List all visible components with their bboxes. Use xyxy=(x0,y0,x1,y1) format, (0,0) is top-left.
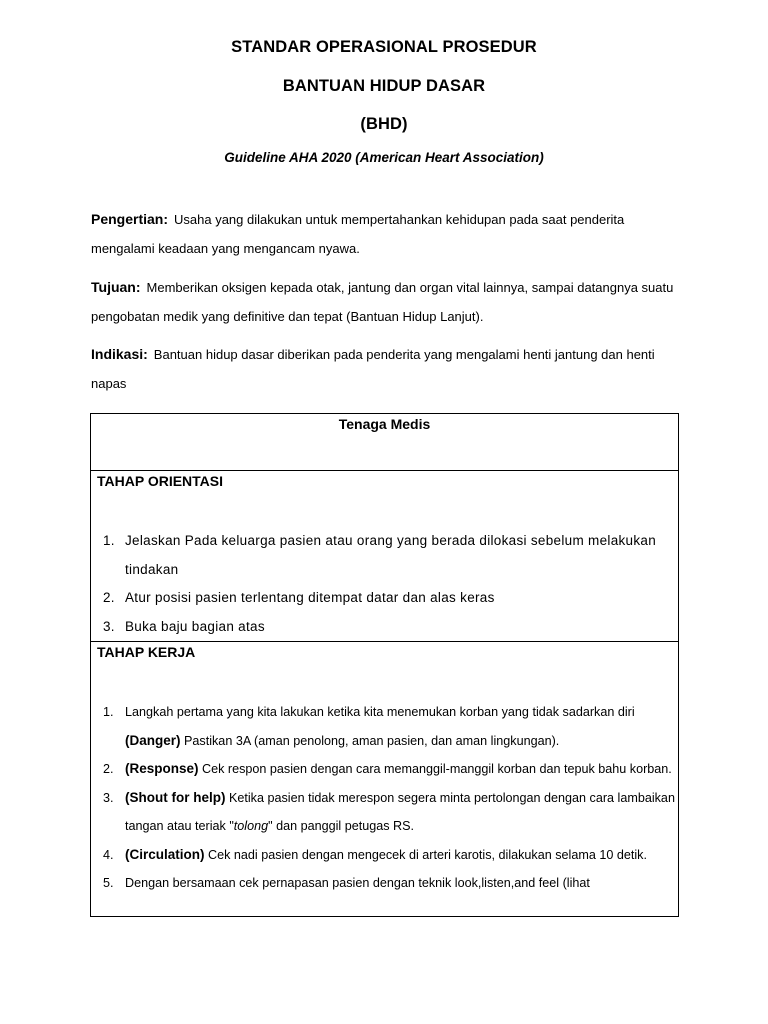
table-header-label: Tenaga Medis xyxy=(338,416,431,432)
sop-table xyxy=(90,413,679,917)
doc-title-line-2: BANTUAN HIDUP DASAR xyxy=(282,77,486,95)
list-text: Dengan bersamaan cek pernapasan pasien dengan teknik look,listen,and feel (lihat xyxy=(125,876,590,890)
list-text: Jelaskan Pada keluarga pasien atau orang yang berada dilokasi sebelum melakukan tindakan xyxy=(125,533,657,577)
indikasi-text: Bantuan hidup dasar diberikan pada penderita yang mengalami henti jantung dan henti napas xyxy=(91,347,655,391)
pengertian-paragraph xyxy=(91,205,681,263)
orientasi-list xyxy=(91,527,678,641)
list-bold-term: (Danger) xyxy=(125,732,181,748)
tujuan-text: Memberikan oksigen kepada otak, jantung dan organ vital lainnya, sampai datangnya suatu pengobatan medik yang definitive dan tepat (Bantuan Hidup Lanjut). xyxy=(91,280,674,324)
doc-subtitle: Guideline AHA 2020 (American Heart Association) xyxy=(224,150,544,165)
list-text-continued: " dan panggil petugas RS. xyxy=(268,819,415,833)
list-number: 5. xyxy=(103,876,114,890)
list-item xyxy=(91,613,678,642)
list-text: Langkah pertama yang kita lakukan ketika kita menemukan korban yang tidak sadarkan diri xyxy=(125,705,635,719)
list-italic-term: tolong xyxy=(233,819,269,833)
list-text-continued: Pastikan 3A (aman penolong, aman pasien, dan aman lingkungan). xyxy=(184,733,560,748)
list-item xyxy=(91,698,678,755)
tujuan-label: Tujuan: xyxy=(91,279,141,295)
indikasi-label: Indikasi: xyxy=(91,346,148,362)
list-number: 1. xyxy=(103,533,115,548)
doc-title-line-3: (BHD) xyxy=(360,115,408,133)
list-item xyxy=(91,527,678,584)
list-number: 3. xyxy=(103,618,115,634)
kerja-title: TAHAP KERJA xyxy=(97,644,196,660)
pengertian-text: Usaha yang dilakukan untuk mempertahankan kehidupan pada saat penderita mengalami keadaan yang mengancam nyawa. xyxy=(91,212,625,256)
list-number: 2. xyxy=(103,590,115,605)
kerja-section xyxy=(91,642,679,917)
table-header-cell xyxy=(91,414,679,471)
list-item xyxy=(91,841,678,870)
list-item xyxy=(91,784,678,841)
list-number: 2. xyxy=(103,762,114,776)
list-item xyxy=(91,584,678,613)
list-text: Cek nadi pasien dengan mengecek di arteri karotis, dilakukan selama 10 detik. xyxy=(208,847,647,862)
list-text: Ketika pasien tidak merespon segera minta pertolongan dengan cara lambaikan tangan atau teriak " xyxy=(125,790,675,833)
list-bold-term: (Circulation) xyxy=(125,846,205,862)
pengertian-label: Pengertian: xyxy=(91,211,169,227)
list-text: Cek respon pasien dengan cara memanggil-manggil korban dan tepuk bahu korban. xyxy=(202,762,672,776)
list-number: 1. xyxy=(103,705,114,719)
doc-title-line-1: STANDAR OPERASIONAL PROSEDUR xyxy=(231,38,537,56)
list-number: 4. xyxy=(103,847,114,862)
list-number: 3. xyxy=(103,790,114,805)
kerja-list xyxy=(91,698,678,898)
orientasi-title: TAHAP ORIENTASI xyxy=(97,473,224,489)
list-bold-term: (Shout for help) xyxy=(125,789,226,805)
indikasi-paragraph xyxy=(91,340,681,398)
list-text: Buka baju bagian atas xyxy=(125,618,265,634)
list-item xyxy=(91,755,678,784)
tujuan-paragraph xyxy=(91,273,681,331)
list-item xyxy=(91,869,678,898)
orientasi-section xyxy=(91,471,679,642)
list-bold-term: (Response) xyxy=(125,761,199,776)
list-text: Atur posisi pasien terlentang ditempat datar dan alas keras xyxy=(125,590,495,605)
